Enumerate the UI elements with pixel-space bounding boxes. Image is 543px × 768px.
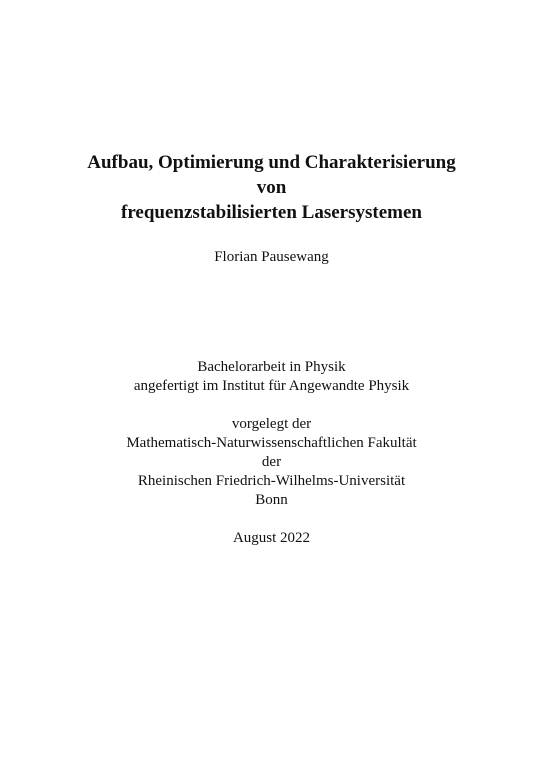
title-line-2: von [256,177,287,198]
submission-date: August 2022 [232,530,311,546]
title-line-3: frequenzstabilisierten Lasersystemen [121,202,422,223]
submission-connector: der [261,454,282,470]
submission-intro: vorgelegt der [231,416,312,432]
thesis-institute: angefertigt im Institut für Angewandte Physik [133,378,410,394]
university-name: Rheinischen Friedrich-Wilhelms-Universität [137,473,406,489]
thesis-info [0,358,543,548]
spacer [0,510,543,529]
title-line-1: Aufbau, Optimierung und Charakterisierung [87,152,456,173]
author-name: Florian Pausewang [214,249,329,265]
city-name: Bonn [255,492,288,508]
thesis-title [0,150,543,225]
faculty-name: Mathematisch-Naturwissenschaftlichen Fakultät [126,435,417,451]
spacer [0,396,543,415]
thesis-type: Bachelorarbeit in Physik [197,359,346,375]
